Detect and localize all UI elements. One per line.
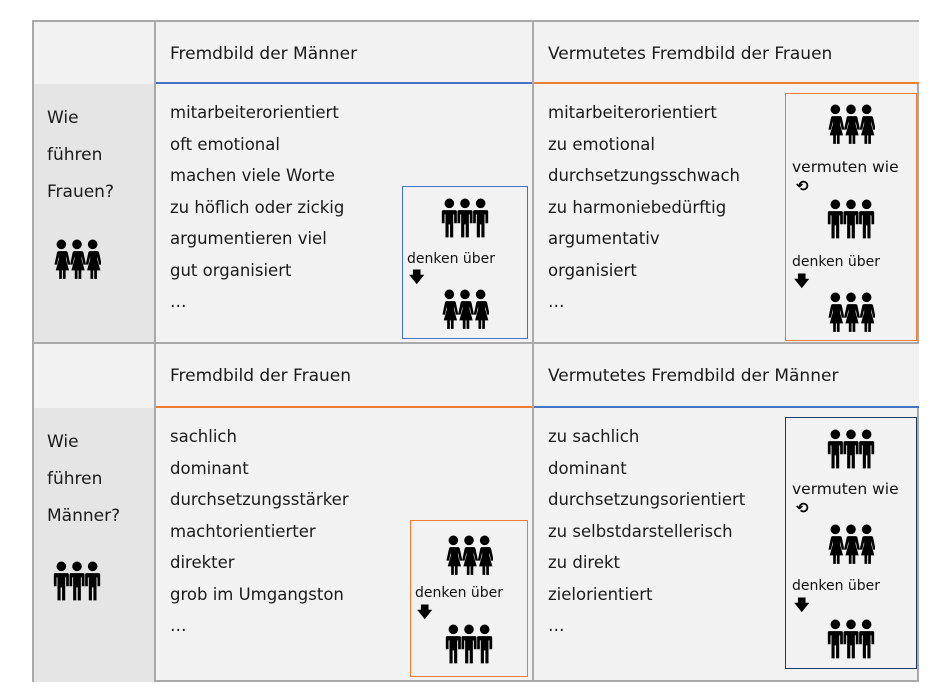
list-item: durchsetzungsorientiert bbox=[548, 490, 746, 509]
list-item: machtorientierter bbox=[170, 521, 316, 541]
list-item: durchsetzungsschwach bbox=[548, 166, 741, 185]
list-women-view-men bbox=[170, 421, 349, 642]
list-men-assumed-men bbox=[548, 421, 745, 642]
header-men-view bbox=[156, 22, 532, 84]
list-item: argumentativ bbox=[548, 229, 660, 248]
list-item: … bbox=[548, 616, 565, 635]
women-group-icon bbox=[53, 237, 101, 283]
row-label-women-text: Wie führen Frauen? bbox=[47, 108, 114, 202]
assume-how-label: vermuten wie bbox=[792, 158, 899, 176]
men-group-icon bbox=[827, 428, 875, 472]
header-corner-top bbox=[34, 22, 154, 84]
header-women-view bbox=[156, 344, 532, 408]
arrow-down-icon: 🡇 bbox=[794, 272, 810, 290]
header-men-assumed bbox=[534, 344, 919, 408]
women-group-icon bbox=[827, 290, 875, 336]
list-item: grob im Umgangston bbox=[170, 584, 344, 604]
list-item: zu harmoniebedürftig bbox=[548, 197, 727, 217]
women-group-icon bbox=[441, 287, 489, 333]
women-assume-men-box bbox=[785, 93, 917, 341]
arrow-down-icon: 🡇 bbox=[794, 596, 810, 614]
thinks-about-label: denken über bbox=[792, 254, 881, 270]
row-label-men bbox=[34, 408, 154, 682]
cycle-arrow-icon: ⟲ bbox=[796, 499, 809, 517]
list-item: direkter bbox=[170, 553, 235, 572]
cell-women-assumed-women bbox=[534, 84, 919, 342]
grid-line bbox=[34, 342, 919, 344]
men-about-women-box bbox=[402, 186, 528, 339]
men-group-icon bbox=[445, 623, 493, 667]
list-item: sachlich bbox=[170, 427, 237, 446]
list-item: dominant bbox=[170, 458, 249, 478]
men-group-icon bbox=[53, 560, 101, 604]
thinks-about-label: denken über bbox=[792, 578, 881, 594]
header-women-assumed bbox=[534, 22, 919, 84]
list-item: oft emotional bbox=[170, 134, 280, 154]
men-group-icon bbox=[827, 198, 875, 242]
list-item: … bbox=[170, 616, 187, 635]
list-item: … bbox=[548, 292, 565, 311]
comparison-table bbox=[32, 20, 919, 682]
list-item: mitarbeiterorientiert bbox=[170, 103, 339, 122]
list-men-view-women bbox=[170, 97, 344, 318]
list-item: machen viele Worte bbox=[170, 166, 335, 185]
cycle-arrow-icon: ⟲ bbox=[796, 177, 809, 195]
cell-women-view-men bbox=[156, 408, 532, 682]
arrow-down-icon: 🡇 bbox=[417, 603, 433, 621]
list-item: dominant bbox=[548, 458, 627, 478]
header-corner-bottom bbox=[34, 344, 154, 408]
list-women-assumed-women bbox=[548, 97, 740, 318]
list-item: zu emotional bbox=[548, 134, 655, 154]
header-women-assumed-title: Vermutetes Fremdbild der Frauen bbox=[548, 44, 833, 64]
list-item: … bbox=[170, 292, 187, 311]
header-men-view-title: Fremdbild der Männer bbox=[170, 44, 358, 64]
list-item: zu direkt bbox=[548, 553, 621, 572]
list-item: durchsetzungsstärker bbox=[170, 490, 349, 509]
list-item: zu sachlich bbox=[548, 427, 640, 446]
row-label-women bbox=[34, 84, 154, 342]
men-assume-women-box bbox=[785, 417, 917, 669]
list-item: zielorientiert bbox=[548, 584, 653, 604]
grid-line bbox=[154, 22, 156, 682]
list-item: gut organisiert bbox=[170, 260, 292, 280]
list-item: argumentieren viel bbox=[170, 229, 327, 248]
thinks-about-label: denken über bbox=[415, 585, 504, 601]
cell-men-assumed-men bbox=[534, 408, 919, 682]
row-label-men-text: Wie führen Männer? bbox=[47, 432, 121, 526]
list-item: zu selbstdarstellerisch bbox=[548, 521, 733, 541]
assume-how-label: vermuten wie bbox=[792, 480, 899, 498]
men-group-icon bbox=[827, 618, 875, 662]
thinks-about-label: denken über bbox=[407, 251, 496, 267]
header-men-assumed-title: Vermutetes Fremdbild der Männer bbox=[548, 366, 839, 386]
men-group-icon bbox=[441, 197, 489, 241]
women-group-icon bbox=[827, 102, 875, 148]
list-item: mitarbeiterorientiert bbox=[548, 103, 717, 122]
women-group-icon bbox=[445, 533, 493, 579]
women-group-icon bbox=[827, 522, 875, 568]
arrow-down-icon: 🡇 bbox=[409, 268, 425, 286]
women-about-men-box bbox=[410, 520, 528, 677]
header-women-view-title: Fremdbild der Frauen bbox=[170, 366, 351, 386]
list-item: zu höflich oder zickig bbox=[170, 197, 345, 217]
cell-men-view-women bbox=[156, 84, 532, 342]
grid-line bbox=[532, 22, 534, 682]
list-item: organisiert bbox=[548, 260, 637, 280]
